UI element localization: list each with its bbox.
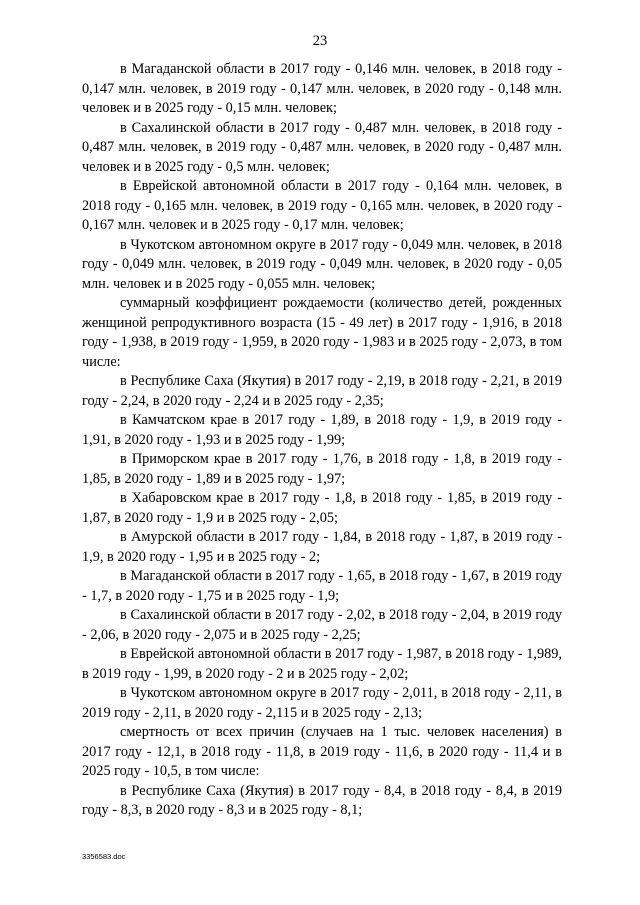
paragraph: в Республике Саха (Якутия) в 2017 году - 2,19, в 2018 году - 2,21, в 2019 году - 2,24, в 2020 году - 2,24 и в 2025 году - 2,35;: [82, 373, 562, 409]
document-body: [82, 60, 562, 821]
paragraph: в Чукотском автономном округе в 2017 году - 2,011, в 2018 году - 2,11, в 2019 году - 2,11, в 2020 году - 2,115 и в 2025 году - 2,13;: [82, 685, 562, 721]
paragraph: в Амурской области в 2017 году - 1,84, в 2018 году - 1,87, в 2019 году - 1,9, в 2020 году - 1,95 и в 2025 году - 2;: [82, 529, 562, 565]
paragraph: в Чукотском автономном округе в 2017 году - 0,049 млн. человек, в 2018 году - 0,049 млн. человек, в 2019 году - 0,049 млн. человек, в 2020 году - 0,05 млн. человек и в 2025 году - 0,055 млн. человек;: [82, 236, 562, 292]
paragraph: смертность от всех причин (случаев на 1 тыс. человек населения) в 2017 году - 12,1, в 2018 году - 11,8, в 2019 году - 11,6, в 2020 году - 11,4 и в 2025 году - 10,5, в том числе:: [82, 724, 562, 779]
paragraph: в Хабаровском крае в 2017 году - 1,8, в 2018 году - 1,85, в 2019 году - 1,87, в 2020 году - 1,9 и в 2025 году - 2,05;: [82, 490, 562, 526]
paragraph: в Республике Саха (Якутия) в 2017 году - 8,4, в 2018 году - 8,4, в 2019 году - 8,3, в 2020 году - 8,3 и в 2025 году - 8,1;: [82, 782, 562, 818]
page-number: 23: [312, 33, 328, 49]
paragraph: в Еврейской автономной области в 2017 году - 0,164 млн. человек, в 2018 году - 0,165 млн. человек, в 2019 году - 0,165 млн. человек, в 2020 году - 0,167 млн. человек и в 2025 году - 0,17 млн. человек;: [82, 178, 562, 233]
paragraph: в Сахалинской области в 2017 году - 0,487 млн. человек, в 2018 году - 0,487 млн. человек, в 2019 году - 0,487 млн. человек, в 2020 году - 0,487 млн. человек и в 2025 году - 0,5 млн. человек;: [82, 119, 562, 175]
paragraph: в Камчатском крае в 2017 году - 1,89, в 2018 году - 1,9, в 2019 году - 1,91, в 2020 году - 1,93 и в 2025 году - 1,99;: [82, 412, 562, 448]
file-name-footer: 3356583.doc: [82, 852, 126, 861]
paragraph: в Магаданской области в 2017 году - 1,65, в 2018 году - 1,67, в 2019 году - 1,7, в 2020 году - 1,75 и в 2025 году - 1,9;: [82, 568, 562, 604]
paragraph: в Магаданской области в 2017 году - 0,146 млн. человек, в 2018 году - 0,147 млн. человек, в 2019 году - 0,147 млн. человек, в 2020 году - 0,148 млн. человек и в 2025 году - 0,15 млн. человек;: [82, 61, 562, 116]
paragraph: в Приморском крае в 2017 году - 1,76, в 2018 году - 1,8, в 2019 году - 1,85, в 2020 году - 1,89 и в 2025 году - 1,97;: [82, 451, 562, 487]
paragraph: в Еврейской автономной области в 2017 году - 1,987, в 2018 году - 1,989, в 2019 году - 1,99, в 2020 году - 2 и в 2025 году - 2,02;: [82, 646, 563, 682]
paragraph: в Сахалинской области в 2017 году - 2,02, в 2018 году - 2,04, в 2019 году - 2,06, в 2020 году - 2,075 и в 2025 году - 2,25;: [82, 607, 562, 643]
paragraph: суммарный коэффициент рождаемости (количество детей, рожденных женщиной репродуктивного возраста (15 - 49 лет) в 2017 году - 1,916, в 2018 году - 1,938, в 2019 году - 1,959, в 2020 году - 1,983 и в 2025 году - 2,073, в том числе:: [82, 295, 562, 370]
